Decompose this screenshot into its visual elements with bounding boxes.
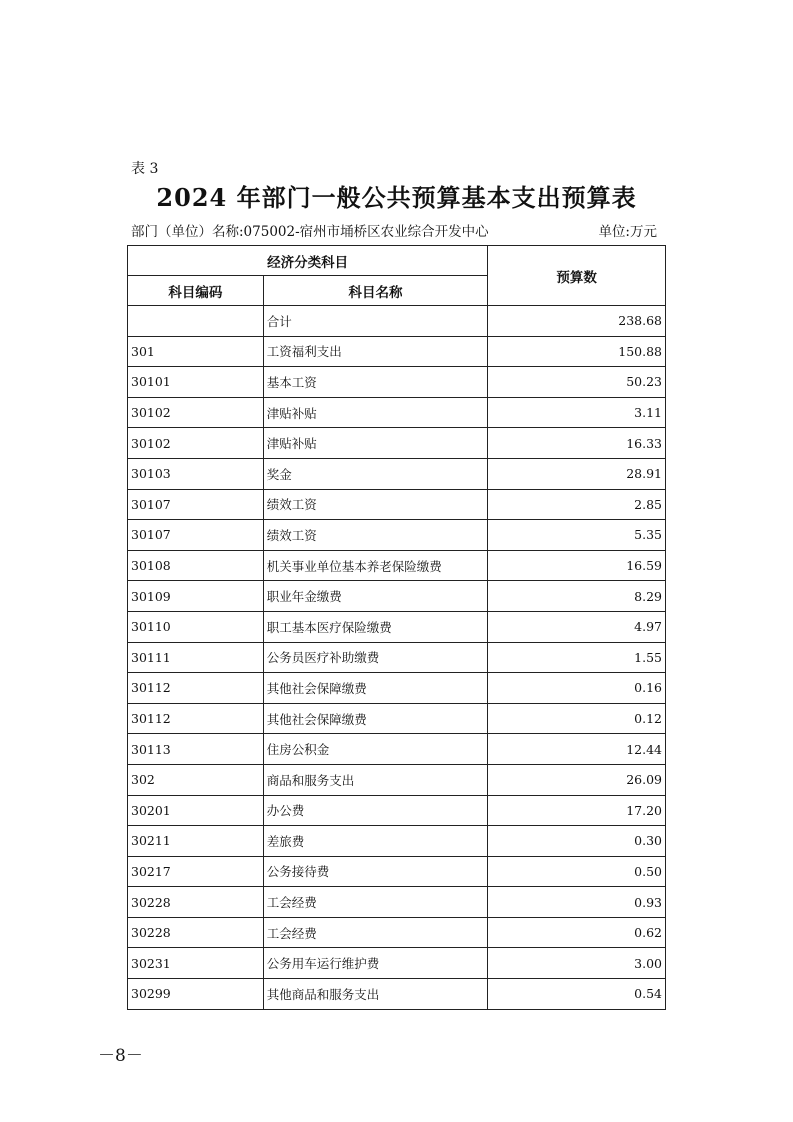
- table-row: [128, 581, 666, 612]
- cell-amount: 0.12: [488, 703, 666, 734]
- cell-code: 30228: [128, 917, 264, 948]
- cell-code: 30102: [128, 397, 264, 428]
- cell-amount: 1.55: [488, 642, 666, 673]
- table-label: 表 3: [131, 161, 159, 177]
- table-row: [128, 795, 666, 826]
- cell-name: 公务接待费: [263, 856, 488, 887]
- cell-amount: 3.11: [488, 397, 666, 428]
- cell-name: 机关事业单位基本养老保险缴费: [263, 550, 488, 581]
- header-economic-classification: 经济分类科目: [128, 246, 488, 276]
- table-row: [128, 550, 666, 581]
- unit-label: 单位:万元: [598, 224, 657, 240]
- table-row: [128, 764, 666, 795]
- cell-name: 公务员医疗补助缴费: [263, 642, 488, 673]
- cell-code: 30299: [128, 979, 264, 1010]
- cell-name: 差旅费: [263, 826, 488, 857]
- cell-amount: 2.85: [488, 489, 666, 520]
- cell-name: 其他社会保障缴费: [263, 673, 488, 704]
- cell-code: 30101: [128, 367, 264, 398]
- cell-amount: 3.00: [488, 948, 666, 979]
- cell-amount: 0.50: [488, 856, 666, 887]
- cell-code: 30231: [128, 948, 264, 979]
- cell-amount: 150.88: [488, 336, 666, 367]
- table-row: [128, 428, 666, 459]
- cell-amount: 4.97: [488, 611, 666, 642]
- table-row: [128, 673, 666, 704]
- table-row: [128, 979, 666, 1010]
- cell-name: 合计: [263, 306, 488, 337]
- cell-amount: 0.54: [488, 979, 666, 1010]
- cell-amount: 0.30: [488, 826, 666, 857]
- table-row: [128, 734, 666, 765]
- cell-name: 住房公积金: [263, 734, 488, 765]
- header-subject-code: 科目编码: [128, 276, 264, 306]
- table-row: [128, 917, 666, 948]
- cell-name: 其他商品和服务支出: [263, 979, 488, 1010]
- header-subject-name: 科目名称: [263, 276, 488, 306]
- cell-amount: 50.23: [488, 367, 666, 398]
- table-row: [128, 856, 666, 887]
- cell-amount: 16.33: [488, 428, 666, 459]
- cell-name: 绩效工资: [263, 489, 488, 520]
- cell-code: 30111: [128, 642, 264, 673]
- cell-amount: 12.44: [488, 734, 666, 765]
- cell-name: 奖金: [263, 458, 488, 489]
- table-row: [128, 948, 666, 979]
- cell-code: 30113: [128, 734, 264, 765]
- cell-name: 绩效工资: [263, 520, 488, 551]
- cell-name: 职业年金缴费: [263, 581, 488, 612]
- table-row: [128, 887, 666, 918]
- cell-amount: 16.59: [488, 550, 666, 581]
- cell-amount: 26.09: [488, 764, 666, 795]
- cell-code: 30109: [128, 581, 264, 612]
- cell-amount: 8.29: [488, 581, 666, 612]
- cell-amount: 0.93: [488, 887, 666, 918]
- table-row: [128, 458, 666, 489]
- cell-code: [128, 306, 264, 337]
- cell-name: 津贴补贴: [263, 397, 488, 428]
- cell-code: 30201: [128, 795, 264, 826]
- cell-name: 工资福利支出: [263, 336, 488, 367]
- table-row: [128, 306, 666, 337]
- budget-table: [127, 245, 666, 1010]
- cell-name: 公务用车运行维护费: [263, 948, 488, 979]
- table-row: [128, 336, 666, 367]
- cell-amount: 28.91: [488, 458, 666, 489]
- cell-amount: 238.68: [488, 306, 666, 337]
- table-row: [128, 367, 666, 398]
- table-row: [128, 642, 666, 673]
- page-title: 2024 年部门一般公共预算基本支出预算表: [156, 183, 637, 212]
- cell-code: 30102: [128, 428, 264, 459]
- cell-name: 职工基本医疗保险缴费: [263, 611, 488, 642]
- cell-name: 基本工资: [263, 367, 488, 398]
- header-budget-amount: 预算数: [488, 246, 666, 306]
- cell-name: 津贴补贴: [263, 428, 488, 459]
- table-row: [128, 826, 666, 857]
- cell-amount: 0.16: [488, 673, 666, 704]
- cell-amount: 5.35: [488, 520, 666, 551]
- cell-code: 30108: [128, 550, 264, 581]
- cell-code: 30211: [128, 826, 264, 857]
- table-row: [128, 489, 666, 520]
- table-row: [128, 703, 666, 734]
- department-name: 部门（单位）名称:075002-宿州市埇桥区农业综合开发中心: [131, 224, 489, 240]
- cell-code: 30110: [128, 611, 264, 642]
- table-row: [128, 397, 666, 428]
- cell-amount: 0.62: [488, 917, 666, 948]
- page-number: －8－: [98, 1046, 143, 1066]
- cell-amount: 17.20: [488, 795, 666, 826]
- cell-code: 30217: [128, 856, 264, 887]
- cell-code: 30107: [128, 489, 264, 520]
- table-body: [128, 306, 666, 1010]
- cell-name: 商品和服务支出: [263, 764, 488, 795]
- cell-code: 30228: [128, 887, 264, 918]
- cell-code: 301: [128, 336, 264, 367]
- cell-code: 30112: [128, 703, 264, 734]
- table-row: [128, 611, 666, 642]
- cell-name: 工会经费: [263, 887, 488, 918]
- cell-name: 其他社会保障缴费: [263, 703, 488, 734]
- cell-code: 30112: [128, 673, 264, 704]
- table-row: [128, 520, 666, 551]
- cell-code: 30107: [128, 520, 264, 551]
- cell-code: 30103: [128, 458, 264, 489]
- cell-name: 办公费: [263, 795, 488, 826]
- cell-code: 302: [128, 764, 264, 795]
- cell-name: 工会经费: [263, 917, 488, 948]
